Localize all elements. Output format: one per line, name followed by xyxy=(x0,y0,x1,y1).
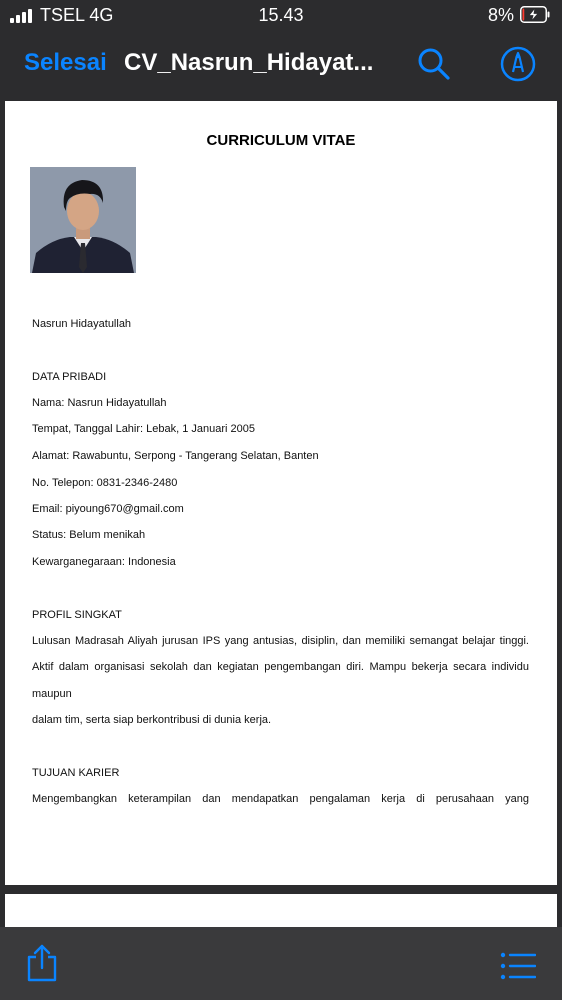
section-title-career: TUJUAN KARIER xyxy=(32,767,120,779)
personal-address: Alamat: Rawabuntu, Serpong - Tangerang Selatan, Banten xyxy=(32,450,319,462)
profile-line-2: Aktif dalam organisasi sekolah dan kegiatan pengembangan diri. Mampu bekerja secara individu xyxy=(32,661,529,673)
career-line-1: Mengembangkan keterampilan dan mendapatkan pengalaman kerja di perusahaan yang xyxy=(32,793,529,805)
done-button[interactable]: Selesai xyxy=(24,49,107,76)
cv-heading: CURRICULUM VITAE xyxy=(206,132,356,149)
profile-line-4: dalam tim, serta siap berkontribusi di dunia kerja. xyxy=(32,714,272,726)
cv-full-name: Nasrun Hidayatullah xyxy=(32,318,132,330)
personal-birth: Tempat, Tanggal Lahir: Lebak, 1 Januari 2005 xyxy=(32,423,256,435)
status-time: 15.43 xyxy=(258,5,304,25)
share-icon[interactable] xyxy=(26,943,58,983)
personal-email: Email: piyoung670@gmail.com xyxy=(32,503,184,515)
markup-pen-icon[interactable] xyxy=(500,46,536,82)
navigation-bar xyxy=(0,30,562,98)
search-icon[interactable] xyxy=(416,46,452,82)
status-bar xyxy=(0,0,562,30)
section-title-personal-data: DATA PRIBADI xyxy=(32,371,107,383)
personal-status: Status: Belum menikah xyxy=(32,529,146,541)
personal-phone: No. Telepon: 0831-2346-2480 xyxy=(32,477,178,489)
personal-nationality: Kewarganegaraan: Indonesia xyxy=(32,556,176,568)
profile-line-1: Lulusan Madrasah Aliyah jurusan IPS yang antusias, disiplin, dan memiliki semangat belajar tinggi. xyxy=(32,635,529,647)
carrier-label: TSEL 4G xyxy=(40,5,114,25)
document-title: CV_Nasrun_Hidayat... xyxy=(124,49,374,76)
battery-charging-icon xyxy=(520,6,550,23)
battery-percentage: 8% xyxy=(487,5,514,25)
profile-photo xyxy=(30,167,136,273)
list-icon[interactable] xyxy=(500,952,536,980)
section-title-profile: PROFIL SINGKAT xyxy=(32,609,122,621)
bottom-toolbar xyxy=(0,927,562,1000)
profile-line-3: maupun xyxy=(32,688,72,700)
battery-level-fill xyxy=(523,9,525,21)
document-page[interactable] xyxy=(5,101,557,885)
personal-name: Nama: Nasrun Hidayatullah xyxy=(32,397,167,409)
